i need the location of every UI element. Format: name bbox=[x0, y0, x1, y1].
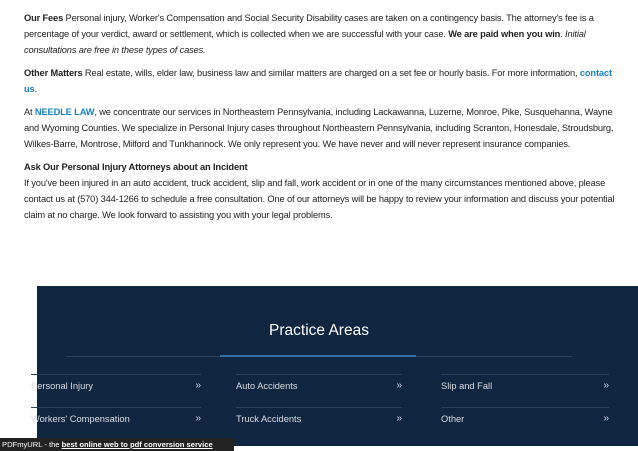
practice-item-personal-injury[interactable] bbox=[31, 374, 201, 398]
chevron-right-icon: » bbox=[195, 413, 201, 424]
ask-heading: Ask Our Personal Injury Attorneys about an Incident bbox=[24, 162, 248, 172]
needle-law-link[interactable]: NEEDLE LAW bbox=[34, 107, 95, 117]
chevron-right-icon: » bbox=[396, 413, 402, 424]
main-content bbox=[24, 10, 616, 230]
practice-item-label: Workers' Compensation bbox=[31, 414, 130, 424]
firm-prefix: At bbox=[24, 107, 35, 117]
practice-item-truck-accidents[interactable] bbox=[236, 407, 402, 431]
practice-item-label: Other bbox=[441, 414, 465, 424]
firm-paragraph bbox=[24, 104, 616, 152]
ask-text: If you've been injured in an auto accident, truck accident, slip and fall, work accident or in one of the many circumstances mentioned above, please contact us at (570) 344-1266 to schedule a free consultation. One of our attorneys will be happy to review your information and discuss your potential claim at no charge. We look forward to assisting you with your legal problems. bbox=[24, 178, 615, 220]
chevron-right-icon: » bbox=[396, 380, 402, 391]
practice-areas-section bbox=[31, 286, 638, 446]
fees-paragraph bbox=[24, 10, 616, 58]
contact-us-link[interactable]: contact us bbox=[24, 68, 612, 94]
practice-areas-title: Practice Areas bbox=[269, 322, 369, 339]
practice-item-other[interactable] bbox=[441, 407, 609, 431]
practice-item-auto-accidents[interactable] bbox=[236, 374, 402, 398]
pdf-service-link[interactable]: best online web to pdf conversion service bbox=[61, 440, 213, 449]
practice-item-label: Auto Accidents bbox=[236, 381, 298, 391]
practice-item-label: Slip and Fall bbox=[441, 381, 493, 391]
fees-text-end: . bbox=[560, 29, 566, 39]
practice-item-label: Truck Accidents bbox=[236, 414, 302, 424]
firm-text: , we concentrate our services in Northeastern Pennsylvania, including Lackawanna, Luzerne, Monroe, Pike, Susquehanna, Wayne and Wyoming Counties. We specialize in Personal Injury cases throughout Northeastern Pennsylvania, including Scranton, Honesdale, Stroudsburg, Wilkes-Barre, Montrose, Milford and Tunkhannock. We only represent you. We have never and will never represent insurance companies. bbox=[24, 107, 614, 149]
other-matters-end: . bbox=[34, 84, 37, 94]
free-consultation-note: Initial consultations are free in these types of cases. bbox=[24, 29, 586, 55]
fees-text: Personal injury, Worker's Compensation and Social Security Disability cases are taken on a contingency basis. The attorney's fee is a percentage of your verdict, award or settlement, which is collected when we are successful with your case. bbox=[24, 13, 594, 39]
other-matters-text: Real estate, wills, elder law, business law and similar matters are charged on a set fee or hourly basis. For more information, bbox=[82, 68, 580, 78]
fees-heading: Our Fees bbox=[24, 13, 64, 23]
chevron-right-icon: » bbox=[603, 413, 609, 424]
paid-when-win-text: We are paid when you win bbox=[448, 29, 561, 39]
chevron-right-icon: » bbox=[603, 380, 609, 391]
chevron-right-icon: » bbox=[195, 380, 201, 391]
practice-item-slip-and-fall[interactable] bbox=[441, 374, 609, 398]
practice-item-label: Personal Injury bbox=[31, 381, 94, 391]
practice-item-workers-compensation[interactable] bbox=[31, 407, 201, 431]
footer-prefix: PDFmyURL - the bbox=[2, 440, 62, 449]
other-matters-paragraph bbox=[24, 65, 616, 97]
ask-paragraph bbox=[24, 159, 616, 223]
other-matters-heading: Other Matters bbox=[24, 68, 83, 78]
pdfmyurl-footer bbox=[0, 438, 234, 451]
title-divider-accent bbox=[220, 355, 416, 357]
